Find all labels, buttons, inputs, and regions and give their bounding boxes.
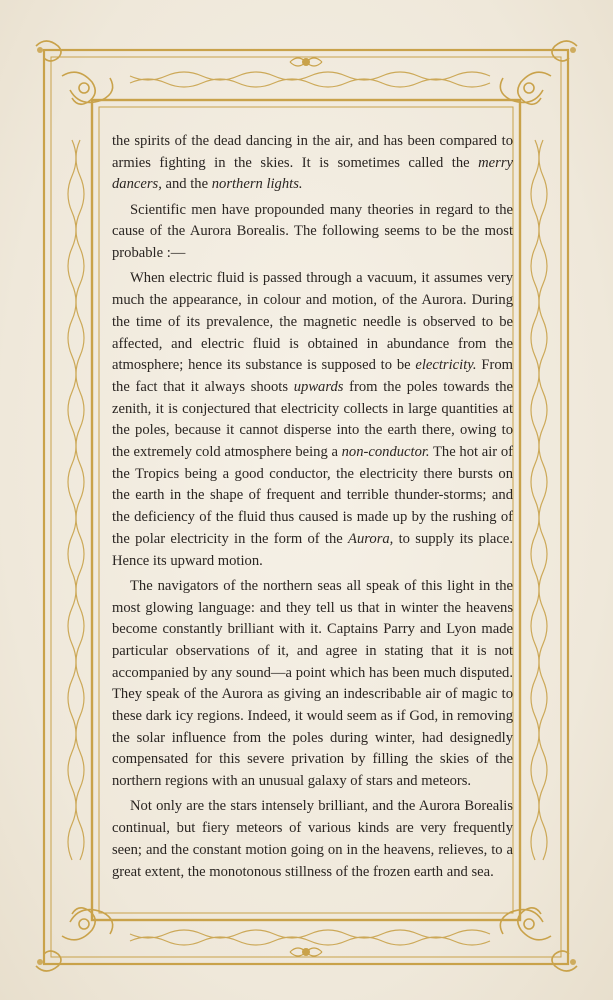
paragraph [112,131,513,196]
paragraph [112,200,513,265]
italic-text: electricity. [415,357,477,374]
text-segment: When electric fluid is passed through a vacuum, it assumes very much the appearance, in colour and motion, of the Aurora. During the time of its prevalence, the magnetic needle is observed to be affected, and electric fluid is obtained in abundance from the atmosphere; hence its substance is supposed to be [112,270,513,374]
body-text [112,131,513,901]
text-segment: The navigators of the northern seas all speak of this light in the most glowing language: and they tell us that in winter the heavens become constantly brilliant with it. Captains Parry and Lyon made particular observations of it, and agree in stating that it is not accompanied by any sound—a point which has been much disputed. They speak of the Aurora as giving an indescribable air of magic to these dark icy regions. Indeed, it would seem as if God, in removing the solar influence from the poles during winter, had designedly compensated for this severe privation by filling the skies of the northern regions with an unusual galaxy of stars and meteors. [112,577,513,790]
italic-text: Aurora, [348,530,394,547]
text-segment: The hot air of the Tropics being a good conductor, the electricity there bursts on the earth in the shape of frequent and terrible thunder-storms; and the deficiency of the fluid thus caused is made up by the rushing of the polar electricity in the form of the [112,444,513,547]
paragraph [112,268,513,572]
text-segment: and the [161,176,212,193]
paragraph [112,576,513,793]
text-segment: from the poles towards the zenith, it is conjectured that electricity collects in large quantities at the poles, because it cannot disperse into the earth there, owing to the extremely cold atmosphere being a [112,378,513,461]
text-segment: Scientific men have propounded many theories in regard to the cause of the Aurora Borealis. The following seems to be the most probable :— [112,201,513,262]
text-segment: From the fact that it always shoots [112,357,513,395]
italic-text: merry dancers, [112,154,513,193]
text-segment: to supply its place. Hence its upward motion. [112,530,513,569]
paragraph [112,796,513,883]
text-segment: Not only are the stars intensely brilliant, and the Aurora Borealis continual, but fiery meteors of various kinds are very frequently seen; and the constant motion going on in the heavens, relieves, to a great extent, the monotonous stillness of the frozen earth and sea. [112,798,513,880]
text-segment: the spirits of the dead dancing in the air, and has been compared to armies fighting in the skies. It is sometimes called the [112,133,513,171]
italic-text: non-conductor. [341,444,430,461]
italic-text: upwards [293,378,344,395]
italic-text: northern lights. [211,176,303,193]
